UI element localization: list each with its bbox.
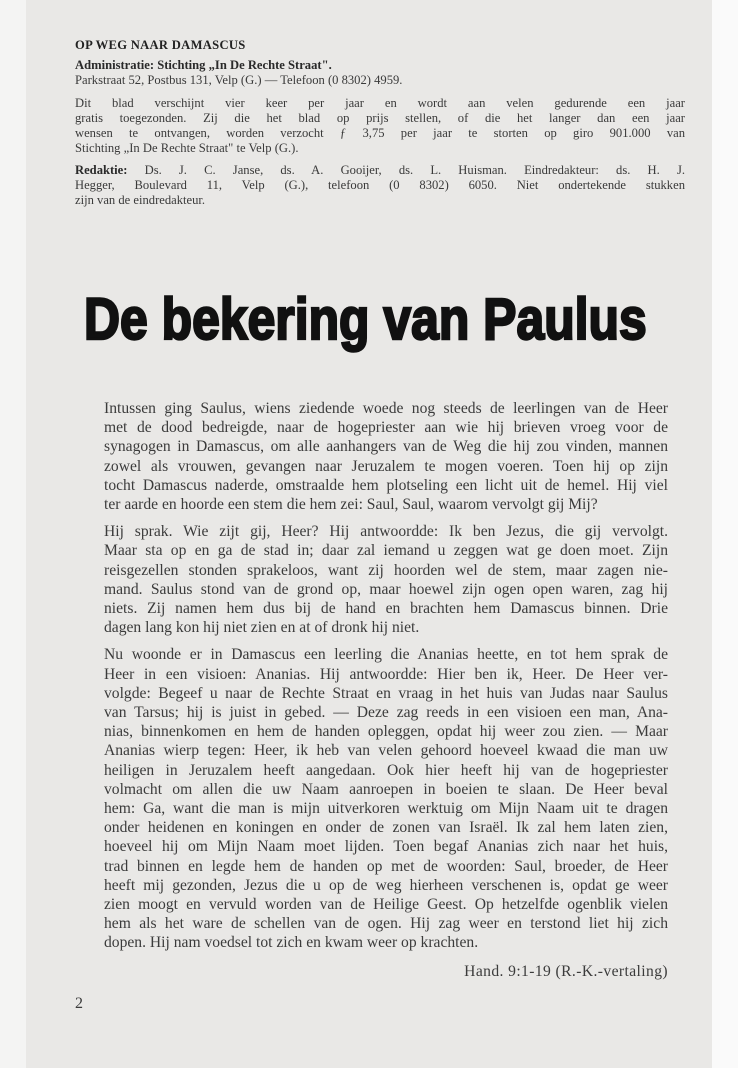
paragraph-line: niets. Zij namen hem dus bij de hand en brachten hem Damascus binnen. Drie <box>104 600 668 618</box>
editorial-line: zijn van de eindredakteur. <box>75 193 206 207</box>
info-line: Stichting „In De Rechte Straat" te Velp (G.). <box>75 141 299 155</box>
page-number: 2 <box>75 995 83 1012</box>
paragraph <box>104 522 668 637</box>
editorial-line: Hegger, Boulevard 11, Velp (G.), telefoon (0 8302) 6050. Niet ondertekende stukken <box>75 178 685 192</box>
paragraph-line: zien moogt en vervuld worden van de Heilige Geest. Op hetzelfde ogenblik vielen <box>104 896 668 914</box>
paragraph-line: reisgezellen stonden sprakeloos, want zij hoorden wel de stem, maar zagen nie- <box>104 561 668 579</box>
paragraph-line: dagen lang kon hij niet zien en at of dronk hij niet. <box>104 619 420 637</box>
scan-edge <box>712 0 738 1068</box>
administration-block <box>75 58 685 88</box>
info-line: Dit blad verschijnt vier keer per jaar en wordt aan velen gedurende een jaar <box>75 96 685 110</box>
paragraph-line: nias, binnenkomen en hem de handen opleggen, opdat hij weer zou zien. — Maar <box>104 723 668 741</box>
paragraph-line: Nu woonde er in Damascus een leerling die Ananias heette, en tot hem sprak de <box>104 646 668 664</box>
info-line: gratis toegezonden. Zij die het blad op prijs stellen, of die het langer dan een jaar <box>75 111 685 125</box>
magazine-title: OP WEG NAAR DAMASCUS <box>75 38 246 52</box>
paragraph-line: Hij sprak. Wie zijt gij, Heer? Hij antwoordde: Ik ben Jezus, die gij vervolgt. <box>104 523 668 541</box>
paragraph-line: volgde: Begeef u naar de Rechte Straat en vraag in het huis van Judas naar Saulus <box>104 684 668 702</box>
paragraph-line: hem: Ga, want die man is mijn uitverkoren werktuig om Mijn Naam uit te dragen <box>104 800 668 818</box>
paragraph-line: Heer in een visioen: Ananias. Hij antwoordde: Hier ben ik, Heer. De Heer ver- <box>104 665 668 683</box>
paragraph-line: trad binnen en legde hem de handen op met de woorden: Saul, broeder, de Heer <box>104 857 668 875</box>
paragraph-line: Intussen ging Saulus, wiens ziedende woede nog steeds de leerlingen van de Heer <box>104 400 668 417</box>
subscription-info <box>75 96 685 156</box>
article-body <box>104 399 668 953</box>
paragraph <box>104 399 668 514</box>
editorial-line: Ds. J. C. Janse, ds. A. Gooijer, ds. L. Huisman. Eindredakteur: ds. H. J. <box>127 163 685 177</box>
article-title: De bekering van Paulus <box>84 287 647 352</box>
paragraph <box>104 645 668 952</box>
scripture-reference: Hand. 9:1-19 (R.-K.-vertaling) <box>464 963 668 980</box>
paragraph-line: met de dood bedreigde, naar de hogepriester aan wie hij brieven vroeg voor de <box>104 419 668 437</box>
paragraph-line: synagogen in Damascus, om alle aanhangers van de Weg die hij zou vinden, mannen <box>104 438 668 456</box>
paragraph-line: dopen. Hij nam voedsel tot zich en kwam weer op krachten. <box>104 934 479 952</box>
paragraph-line: volmacht om allen die uw Naam aanroepen in boeien te slaan. De Heer beval <box>104 780 668 798</box>
paragraph-line: onder heidenen en koningen en onder de zonen van Israël. Ik zal hem laten zien, <box>104 819 668 837</box>
paragraph-line: heiligen in Jeruzalem heeft aangedaan. Ook hier heeft hij van de hogepriester <box>104 761 668 779</box>
paragraph-line: mand. Saulus stond van de grond op, maar hoewel zijn ogen open waren, zag hij <box>104 580 668 598</box>
paragraph-line: hoeveel hij om Mijn Naam moet lijden. Toen begaf Ananias zich naar het huis, <box>104 838 668 856</box>
info-line: wensen te ontvangen, worden verzocht ƒ 3,75 per jaar te storten op giro 901.000 van <box>75 126 685 140</box>
paragraph-line: tocht Damascus naderde, omstraalde hem plotseling een licht uit de hemel. Hij viel <box>104 476 668 494</box>
paragraph-line: Ananias wierp tegen: Heer, ik heb van velen gehoord hoeveel kwaad die man uw <box>104 742 668 760</box>
paragraph-line: zowel als vrouwen, gevangen naar Jeruzalem te mogen voeren. Toen hij op zijn <box>104 457 668 475</box>
paragraph-line: ter aarde en hoorde een stem die hem zei: Saul, Saul, waarom vervolgt gij Mij? <box>104 496 598 514</box>
paragraph-line: van Tarsus; hij is juist in gebed. — Deze zag reeds in een visioen een man, Ana- <box>104 704 668 722</box>
editorial-block <box>75 163 685 208</box>
paragraph-line: Maar sta op en ga de stad in; daar zal iemand u zeggen wat ge doen moet. Zijn <box>104 542 668 560</box>
administration-label: Administratie: Stichting „In De Rechte Straat". <box>75 58 332 72</box>
editorial-label: Redaktie: <box>75 163 128 177</box>
administration-address: Parkstraat 52, Postbus 131, Velp (G.) — Telefoon (0 8302) 4959. <box>75 73 403 87</box>
paragraph-line: hem als het ware de schellen van de ogen. Hij zag weer en terstond liet hij zich <box>104 915 668 933</box>
paragraph-line: heeft mij gezonden, Jezus die u op de weg hierheen verschenen is, opdat ge weer <box>104 876 668 894</box>
